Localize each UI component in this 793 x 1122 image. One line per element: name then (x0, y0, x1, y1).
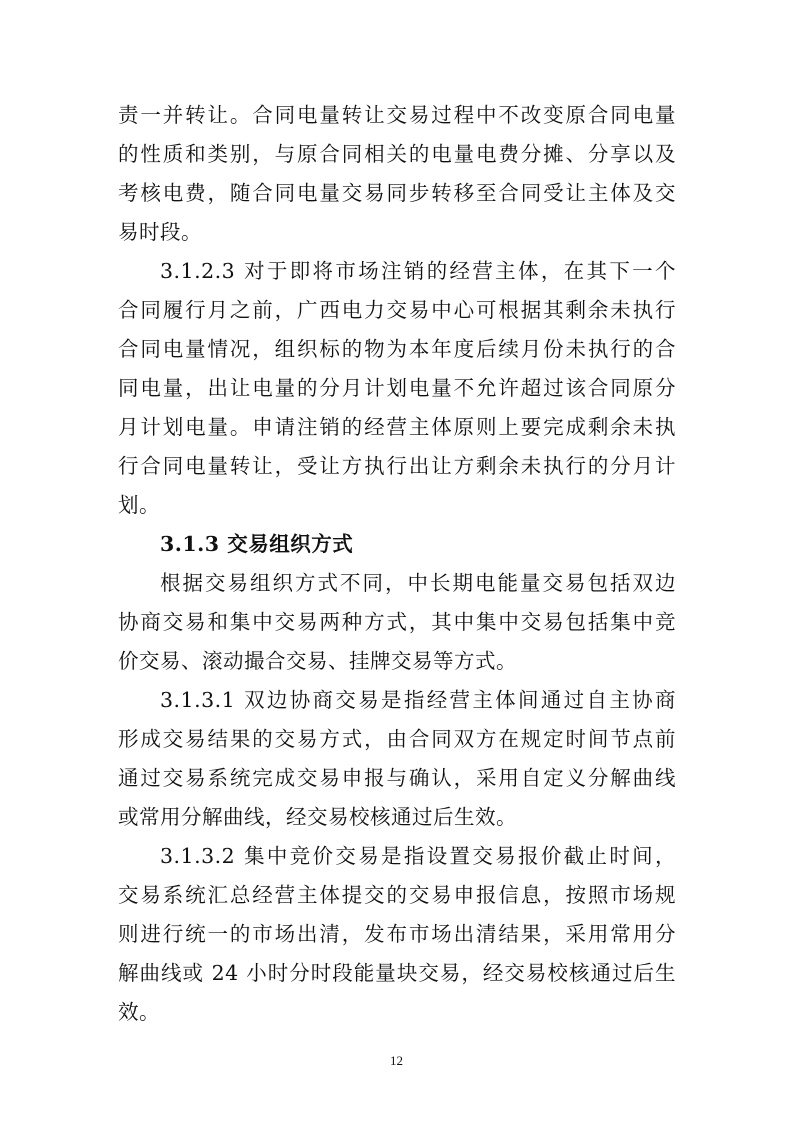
text-line: 同电量，出让电量的分月计划电量不允许超过该合同原分 (118, 376, 676, 400)
text-line: 或常用分解曲线，经交易校核通过后生效。 (118, 805, 517, 829)
text-line: 解曲线或 24 小时分时段能量块交易，经交易校核通过后生 (118, 961, 676, 985)
clause-3-1-2-3-line: 3.1.2.3 对于即将市场注销的经营主体，在其下一个 (160, 259, 676, 283)
text-line: 协商交易和集中交易两种方式，其中集中交易包括集中竞 (118, 610, 676, 634)
text-line: 行合同电量转让，受让方执行出让方剩余未执行的分月计 (118, 454, 676, 478)
text-line: 月计划电量。申请注销的经营主体原则上要完成剩余未执 (118, 415, 676, 439)
text-line: 根据交易组织方式不同，中长期电能量交易包括双边 (160, 571, 676, 595)
text-line: 考核电费，随合同电量交易同步转移至合同受让主体及交 (118, 181, 676, 205)
text-line: 形成交易结果的交易方式，由合同双方在规定时间节点前 (118, 727, 676, 751)
section-heading-3-1-3: 3.1.3 交易组织方式 (160, 532, 354, 556)
text-line: 合同电量情况，组织标的物为本年度后续月份未执行的合 (118, 337, 676, 361)
text-line: 通过交易系统完成交易申报与确认，采用自定义分解曲线 (118, 766, 676, 790)
text-line: 价交易、滚动撮合交易、挂牌交易等方式。 (118, 649, 517, 673)
text-line: 的性质和类别，与原合同相关的电量电费分摊、分享以及 (118, 142, 676, 166)
text-line: 效。 (118, 1000, 160, 1024)
text-line: 合同履行月之前，广西电力交易中心可根据其剩余未执行 (118, 298, 676, 322)
clause-3-1-3-2-line: 3.1.3.2 集中竞价交易是指设置交易报价截止时间， (160, 844, 676, 868)
text-line: 交易系统汇总经营主体提交的交易申报信息，按照市场规 (118, 883, 676, 907)
text-line: 划。 (118, 493, 160, 517)
text-line: 责一并转让。合同电量转让交易过程中不改变原合同电量 (118, 103, 676, 127)
text-line: 则进行统一的市场出清，发布市场出清结果，采用常用分 (118, 922, 676, 946)
page-number: 12 (390, 1053, 403, 1068)
clause-3-1-3-1-line: 3.1.3.1 双边协商交易是指经营主体间通过自主协商 (160, 688, 676, 712)
text-line: 易时段。 (118, 220, 202, 244)
